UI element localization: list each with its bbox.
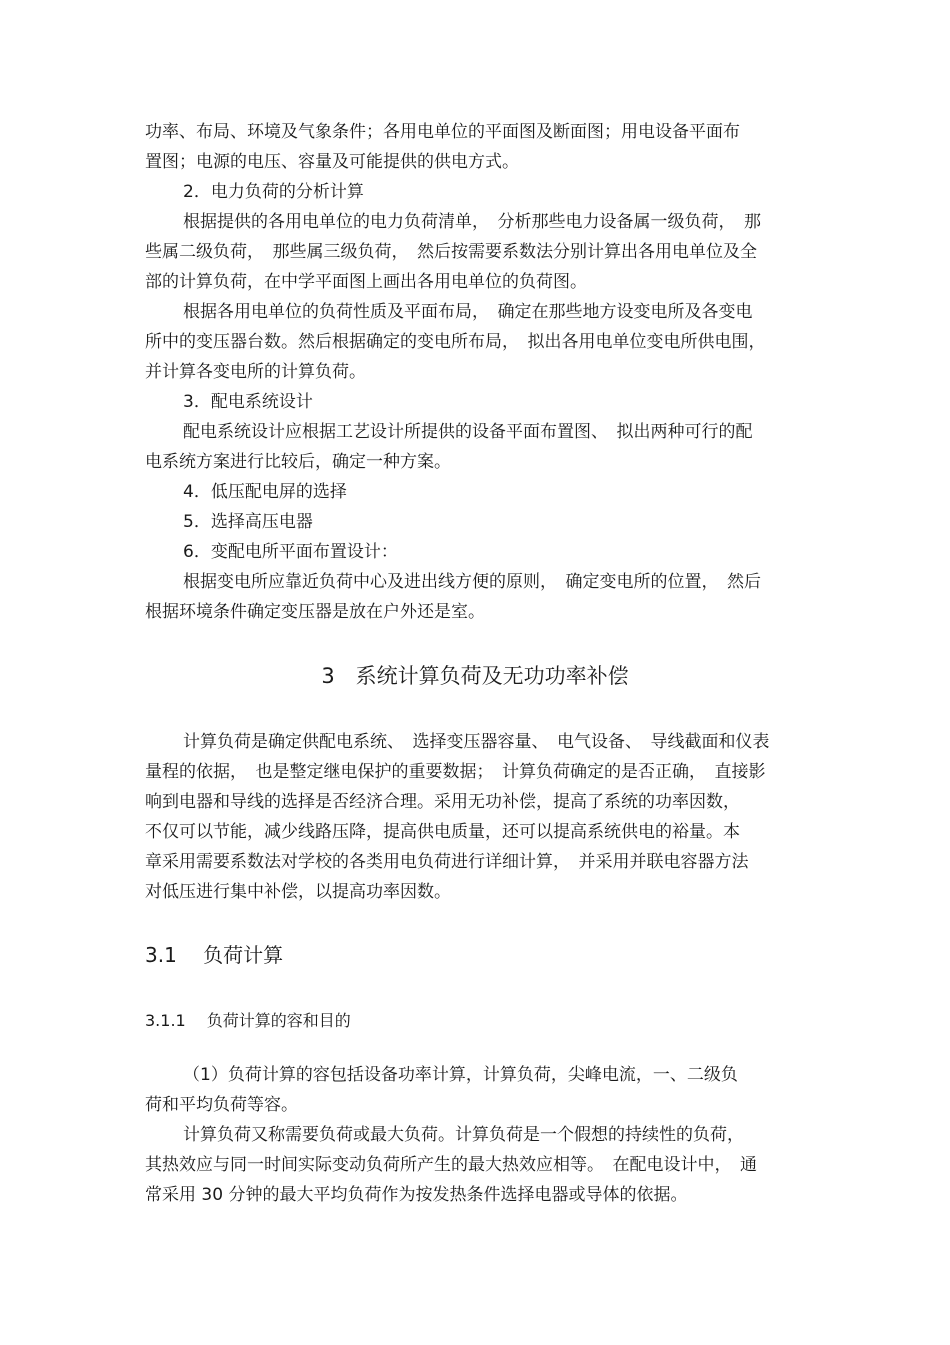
chapter-heading: 3 系统计算负荷及无功功率补偿	[321, 664, 629, 688]
body-text-line: 根据环境条件确定变压器是放在户外还是室。	[145, 602, 485, 622]
body-text-line: 计算负荷是确定供配电系统、 选择变压器容量、 电气设备、 导线截面和仪表	[183, 732, 770, 752]
body-text-line: 其热效应与同一时间实际变动负荷所产生的最大热效应相等。 在配电设计中， 通	[145, 1155, 757, 1175]
body-text-line: 量程的依据， 也是整定继电保护的重要数据； 计算负荷确定的是否正确， 直接影	[145, 762, 766, 782]
body-text-line: 根据提供的各用电单位的电力负荷清单， 分析那些电力设备属一级负荷， 那	[183, 212, 761, 232]
list-item-2: 2．电力负荷的分析计算	[183, 182, 364, 202]
body-text-line: 不仅可以节能，减少线路压降，提高供电质量，还可以提高系统供电的裕量。本	[145, 822, 740, 842]
body-text-line: 响到电器和导线的选择是否经济合理。采用无功补偿，提高了系统的功率因数，	[145, 792, 740, 812]
body-text-line: 所中的变压器台数。然后根据确定的变电所布局， 拟出各用电单位变电所供电围，	[145, 332, 766, 352]
list-item-3: 3．配电系统设计	[183, 392, 313, 412]
body-text-line: 置图；电源的电压、容量及可能提供的供电方式。	[145, 152, 519, 172]
body-text-line: 电系统方案进行比较后，确定一种方案。	[145, 452, 451, 472]
body-text-line: 对低压进行集中补偿，以提高功率因数。	[145, 882, 451, 902]
body-text-line: 计算负荷又称需要负荷或最大负荷。计算负荷是一个假想的持续性的负荷，	[183, 1125, 744, 1145]
subsection-heading: 3.1.1 负荷计算的容和目的	[145, 1011, 351, 1030]
body-text-line: 根据各用电单位的负荷性质及平面布局， 确定在那些地方设变电所及各变电	[183, 302, 753, 322]
body-text-line: 章采用需要系数法对学校的各类用电负荷进行详细计算， 并采用并联电容器方法	[145, 852, 749, 872]
body-text-line: 根据变电所应靠近负荷中心及进出线方便的原则， 确定变电所的位置， 然后	[183, 572, 761, 592]
body-text-line: 常采用 30 分钟的最大平均负荷作为按发热条件选择电器或导体的依据。	[145, 1185, 688, 1205]
list-item-4: 4．低压配电屏的选择	[183, 482, 347, 502]
body-text-line: 配电系统设计应根据工艺设计所提供的设备平面布置图、 拟出两种可行的配	[183, 422, 753, 442]
body-text-line: 并计算各变电所的计算负荷。	[145, 362, 366, 382]
list-item-6: 6．变配电所平面布置设计：	[183, 542, 398, 562]
body-text-line: 荷和平均负荷等容。	[145, 1095, 298, 1115]
body-text-line: 些属二级负荷， 那些属三级负荷， 然后按需要系数法分别计算出各用电单位及全	[145, 242, 757, 262]
body-text-line: 功率、布局、环境及气象条件；各用电单位的平面图及断面图；用电设备平面布	[145, 122, 740, 142]
body-text-line: （1）负荷计算的容包括设备功率计算，计算负荷，尖峰电流，一、二级负	[183, 1065, 738, 1085]
body-text-line: 部的计算负荷，在中学平面图上画出各用电单位的负荷图。	[145, 272, 587, 292]
list-item-5: 5．选择高压电器	[183, 512, 313, 532]
section-heading: 3.1 负荷计算	[145, 943, 284, 967]
